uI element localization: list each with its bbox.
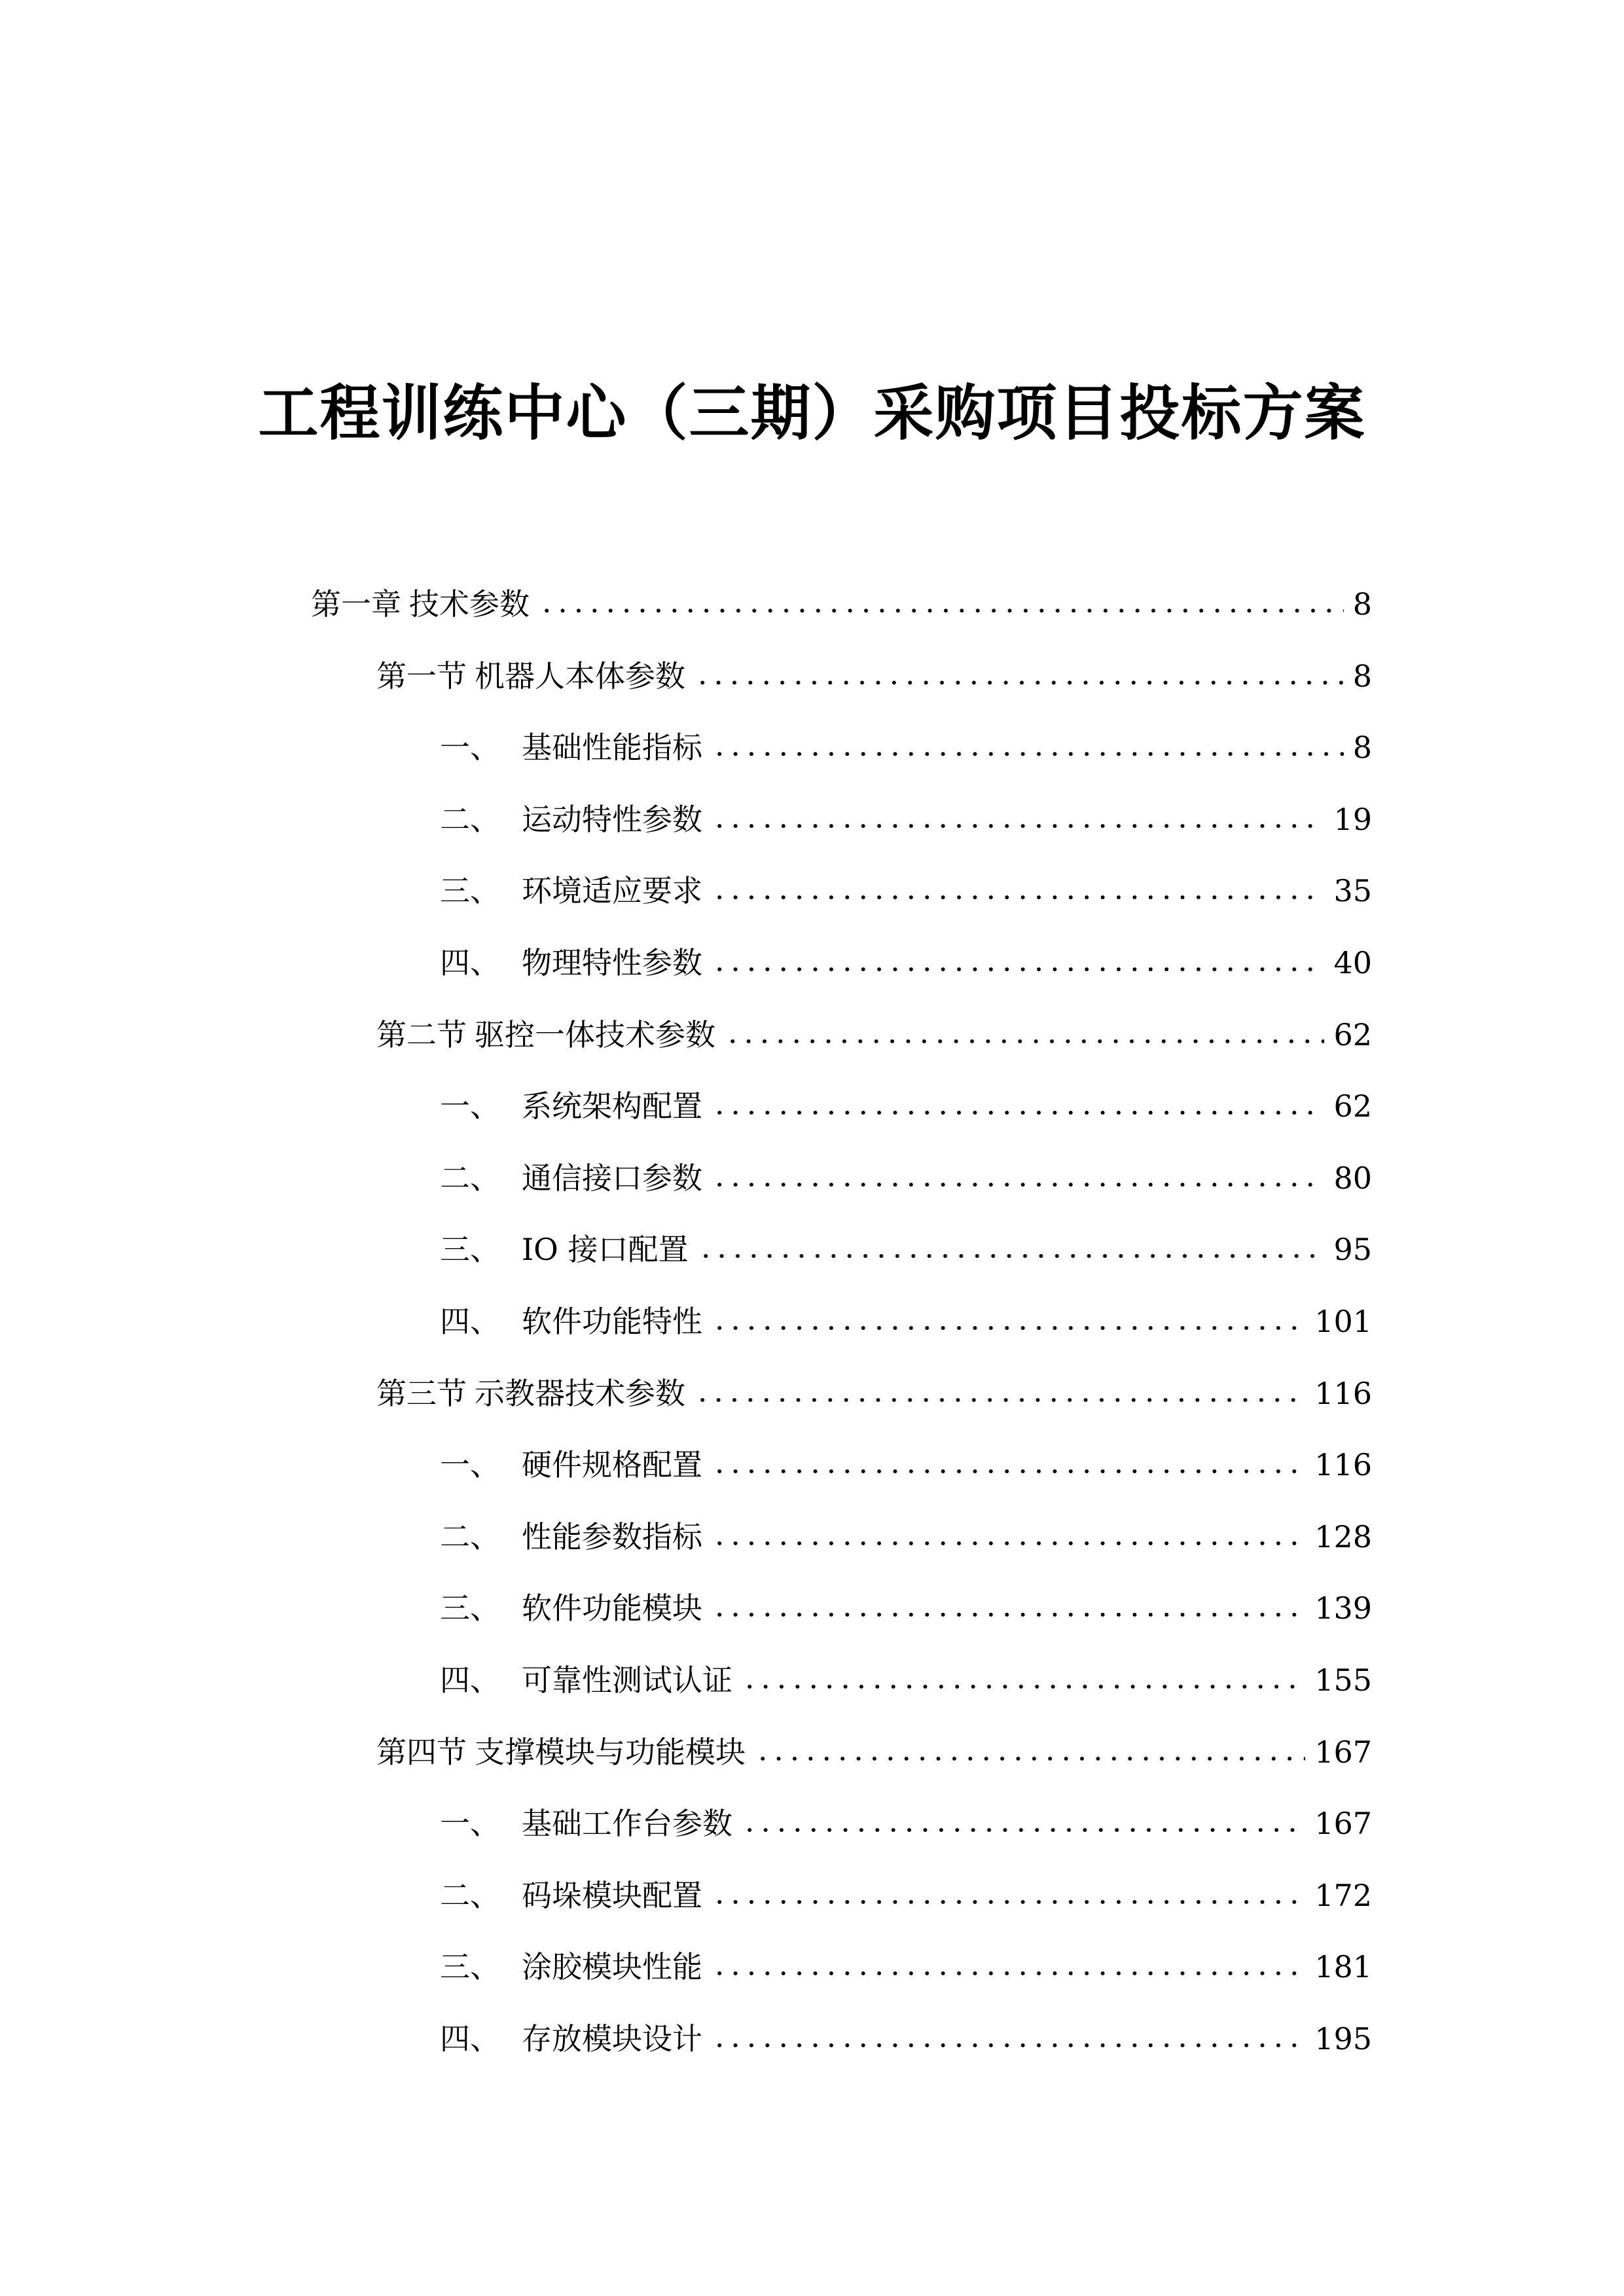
toc-dot-leader <box>695 679 1344 687</box>
toc-entry-number: 三、 <box>440 1949 500 1985</box>
toc-dot-leader <box>712 893 1324 901</box>
toc-dot-leader <box>712 750 1344 758</box>
toc-page-number: 40 <box>1333 945 1372 980</box>
toc-page-number: 62 <box>1333 1088 1372 1124</box>
toc-entry-title: 通信接口参数 <box>522 1160 702 1196</box>
toc-dot-leader <box>712 2041 1305 2049</box>
toc-entry-number: 二、 <box>440 1518 500 1554</box>
toc-subsection-entry[interactable] <box>440 1507 1372 1566</box>
toc-page-number: 35 <box>1333 873 1372 909</box>
toc-entry-number: 第二节 <box>376 1016 467 1052</box>
toc-entry-number: 一、 <box>440 1088 500 1124</box>
toc-entry-number: 二、 <box>440 1877 500 1913</box>
toc-page-number: 80 <box>1333 1160 1372 1196</box>
toc-subsection-entry[interactable] <box>440 861 1372 920</box>
toc-subsection-entry[interactable] <box>440 1292 1372 1351</box>
toc-subsection-entry[interactable] <box>440 718 1372 777</box>
toc-dot-leader <box>725 1037 1324 1045</box>
toc-dot-leader <box>755 1755 1305 1763</box>
toc-entry-number: 二、 <box>440 801 500 837</box>
toc-dot-leader <box>712 1467 1305 1475</box>
toc-entry-title: IO 接口配置 <box>522 1232 689 1268</box>
toc-page-number: 19 <box>1333 801 1372 837</box>
toc-entry-title: 基础工作台参数 <box>522 1806 732 1842</box>
toc-entry-title: 运动特性参数 <box>522 801 702 837</box>
toc-section-entry[interactable] <box>376 1364 1372 1423</box>
toc-subsection-entry[interactable] <box>440 1651 1372 1710</box>
toc-subsection-entry[interactable] <box>440 1579 1372 1638</box>
toc-entry-title: 码垛模块配置 <box>522 1877 702 1913</box>
toc-entry-number: 四、 <box>440 1304 500 1339</box>
toc-chapter-entry[interactable] <box>311 575 1372 634</box>
toc-dot-leader <box>712 965 1324 973</box>
toc-page-number: 116 <box>1314 1375 1372 1411</box>
toc-page-number: 195 <box>1314 2021 1372 2056</box>
toc-entry-number: 四、 <box>440 2021 500 2056</box>
toc-entry-title: 存放模块设计 <box>522 2021 702 2056</box>
toc-entry-number: 一、 <box>440 1447 500 1483</box>
toc-subsection-entry[interactable] <box>440 1794 1372 1853</box>
toc-entry-number: 四、 <box>440 945 500 980</box>
toc-dot-leader <box>742 1683 1305 1691</box>
toc-entry-title: 技术参数 <box>409 586 530 622</box>
toc-page-number: 181 <box>1314 1949 1372 1985</box>
toc-entry-number: 三、 <box>440 1590 500 1626</box>
toc-section-entry[interactable] <box>376 647 1372 706</box>
toc-dot-leader <box>712 1539 1305 1547</box>
toc-entry-number: 二、 <box>440 1160 500 1196</box>
toc-page-number: 8 <box>1352 730 1372 766</box>
toc-entry-title: 基础性能指标 <box>522 730 702 766</box>
toc-entry-title: 机器人本体参数 <box>475 658 685 694</box>
toc-page-number: 167 <box>1314 1734 1372 1770</box>
toc-entry-number: 三、 <box>440 1232 500 1268</box>
toc-entry-number: 一、 <box>440 730 500 766</box>
toc-entry-title: 涂胶模块性能 <box>522 1949 702 1985</box>
toc-page-number: 128 <box>1314 1518 1372 1554</box>
toc-entry-title: 可靠性测试认证 <box>522 1662 732 1698</box>
toc-page-number: 95 <box>1333 1232 1372 1268</box>
toc-subsection-entry[interactable] <box>440 1220 1372 1279</box>
toc-entry-title: 性能参数指标 <box>522 1518 702 1554</box>
toc-entry-title: 软件功能模块 <box>522 1590 702 1626</box>
toc-page-number: 101 <box>1314 1304 1372 1339</box>
toc-section-entry[interactable] <box>376 1005 1372 1064</box>
toc-dot-leader <box>742 1826 1305 1834</box>
toc-dot-leader <box>712 1898 1305 1906</box>
toc-dot-leader <box>712 1181 1324 1189</box>
toc-dot-leader <box>712 1969 1305 1977</box>
toc-page-number: 62 <box>1333 1016 1372 1052</box>
toc-subsection-entry[interactable] <box>440 1937 1372 1996</box>
toc-entry-number: 第一章 <box>311 586 401 622</box>
toc-page-number: 139 <box>1314 1590 1372 1626</box>
toc-entry-title: 系统架构配置 <box>522 1088 702 1124</box>
toc-entry-title: 物理特性参数 <box>522 945 702 980</box>
toc-page-number: 172 <box>1314 1877 1372 1913</box>
toc-section-entry[interactable] <box>376 1723 1372 1782</box>
toc-entry-number: 四、 <box>440 1662 500 1698</box>
toc-entry-number: 一、 <box>440 1806 500 1842</box>
toc-entry-title: 环境适应要求 <box>522 873 702 909</box>
toc-entry-title: 软件功能特性 <box>522 1304 702 1339</box>
toc-page-number: 116 <box>1314 1447 1372 1483</box>
toc-subsection-entry[interactable] <box>440 1866 1372 1925</box>
toc-entry-number: 第一节 <box>376 658 467 694</box>
toc-entry-number: 三、 <box>440 873 500 909</box>
toc-dot-leader <box>695 1396 1305 1404</box>
toc-dot-leader <box>539 607 1344 615</box>
toc-entry-title: 硬件规格配置 <box>522 1447 702 1483</box>
toc-entry-title: 支撑模块与功能模块 <box>475 1734 746 1770</box>
toc-subsection-entry[interactable] <box>440 2009 1372 2068</box>
toc-entry-number: 第三节 <box>376 1375 467 1411</box>
toc-dot-leader <box>712 1109 1324 1117</box>
toc-subsection-entry[interactable] <box>440 1149 1372 1208</box>
toc-subsection-entry[interactable] <box>440 933 1372 992</box>
toc-entry-number: 第四节 <box>376 1734 467 1770</box>
document-title: 工程训练中心（三期）采购项目投标方案 <box>258 378 1366 448</box>
toc-entry-title: 驱控一体技术参数 <box>475 1016 715 1052</box>
toc-subsection-entry[interactable] <box>440 1077 1372 1136</box>
toc-page-number: 8 <box>1352 586 1372 622</box>
toc-page-number: 167 <box>1314 1806 1372 1842</box>
toc-page-number: 155 <box>1314 1662 1372 1698</box>
toc-dot-leader <box>712 822 1324 830</box>
toc-subsection-entry[interactable] <box>440 790 1372 849</box>
toc-dot-leader <box>712 1324 1305 1332</box>
toc-page-number: 8 <box>1352 658 1372 694</box>
toc-subsection-entry[interactable] <box>440 1435 1372 1494</box>
toc-dot-leader <box>712 1611 1305 1619</box>
toc-entry-title: 示教器技术参数 <box>475 1375 685 1411</box>
toc-dot-leader <box>698 1252 1325 1260</box>
